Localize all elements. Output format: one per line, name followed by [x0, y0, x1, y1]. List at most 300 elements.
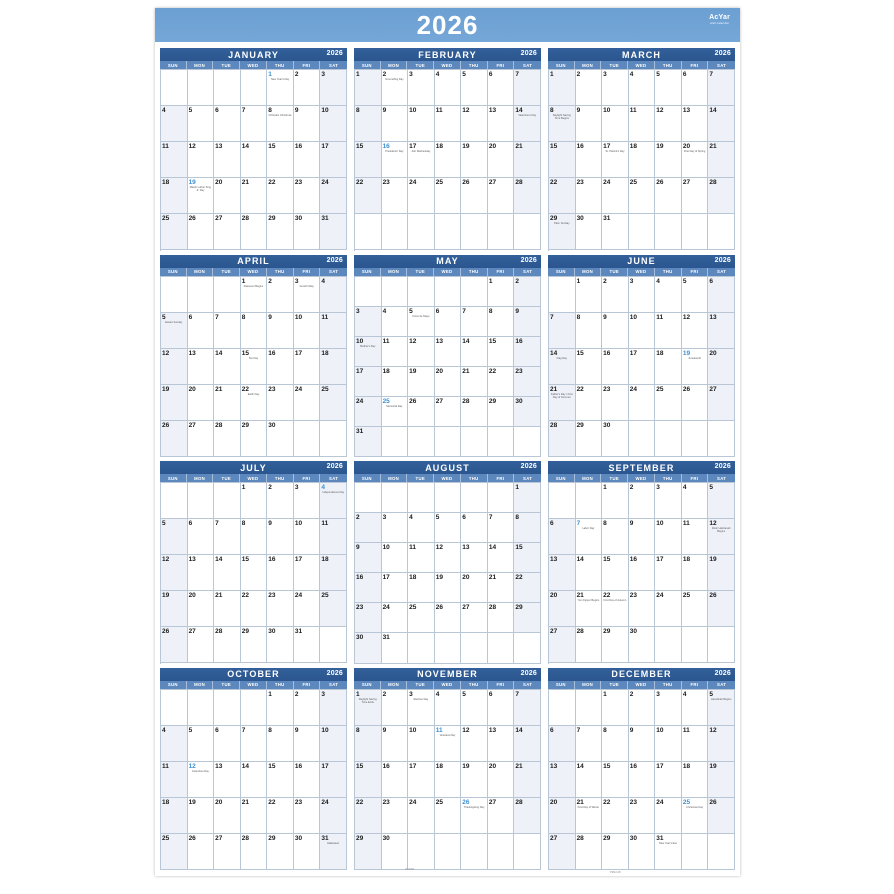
day-cell[interactable]: [161, 834, 188, 870]
day-cell[interactable]: [241, 591, 268, 627]
day-cell[interactable]: [408, 106, 435, 142]
day-cell[interactable]: [241, 483, 268, 519]
day-cell[interactable]: [682, 690, 709, 726]
day-cell[interactable]: [188, 591, 215, 627]
day-cell[interactable]: [382, 307, 409, 337]
day-cell[interactable]: [214, 798, 241, 834]
day-cell[interactable]: [655, 591, 682, 627]
day-cell[interactable]: [576, 762, 603, 798]
day-cell[interactable]: [214, 349, 241, 385]
day-cell[interactable]: [576, 313, 603, 349]
day-cell[interactable]: [602, 313, 629, 349]
day-cell[interactable]: [682, 762, 709, 798]
day-cell[interactable]: [294, 385, 321, 421]
day-cell[interactable]: [602, 519, 629, 555]
day-cell[interactable]: [214, 106, 241, 142]
day-cell[interactable]: [267, 385, 294, 421]
day-cell[interactable]: [708, 726, 735, 762]
day-cell[interactable]: [629, 313, 656, 349]
day-cell[interactable]: [267, 627, 294, 663]
day-cell[interactable]: [514, 106, 541, 142]
day-cell[interactable]: [355, 427, 382, 457]
day-cell[interactable]: [488, 367, 515, 397]
day-cell[interactable]: [435, 178, 462, 214]
day-cell[interactable]: [549, 762, 576, 798]
day-cell[interactable]: [708, 483, 735, 519]
day-cell[interactable]: [488, 277, 515, 307]
day-cell[interactable]: [161, 519, 188, 555]
day-cell[interactable]: [629, 483, 656, 519]
day-cell[interactable]: [461, 367, 488, 397]
day-cell[interactable]: [188, 726, 215, 762]
day-cell[interactable]: [161, 555, 188, 591]
day-cell[interactable]: [514, 397, 541, 427]
day-cell[interactable]: [514, 483, 541, 513]
day-cell[interactable]: [549, 627, 576, 663]
day-cell[interactable]: [435, 573, 462, 603]
day-cell[interactable]: [629, 349, 656, 385]
day-cell[interactable]: [188, 349, 215, 385]
day-cell[interactable]: [408, 543, 435, 573]
day-cell[interactable]: [629, 591, 656, 627]
day-cell[interactable]: [461, 762, 488, 798]
day-cell[interactable]: [682, 106, 709, 142]
day-cell[interactable]: [514, 798, 541, 834]
day-cell[interactable]: [488, 690, 515, 726]
day-cell[interactable]: [214, 834, 241, 870]
day-cell[interactable]: [267, 555, 294, 591]
day-cell[interactable]: [488, 762, 515, 798]
day-cell[interactable]: [682, 385, 709, 421]
day-cell[interactable]: [576, 555, 603, 591]
day-cell[interactable]: [576, 70, 603, 106]
day-cell[interactable]: [549, 313, 576, 349]
day-cell[interactable]: [320, 690, 347, 726]
day-cell[interactable]: [355, 307, 382, 337]
day-cell[interactable]: [161, 726, 188, 762]
day-cell[interactable]: [461, 798, 488, 834]
day-cell[interactable]: [241, 627, 268, 663]
day-cell[interactable]: [708, 70, 735, 106]
day-cell[interactable]: [382, 337, 409, 367]
day-cell[interactable]: [188, 834, 215, 870]
day-cell[interactable]: [514, 70, 541, 106]
day-cell[interactable]: [241, 519, 268, 555]
day-cell[interactable]: [708, 106, 735, 142]
day-cell[interactable]: [629, 762, 656, 798]
day-cell[interactable]: [708, 519, 735, 555]
day-cell[interactable]: [355, 633, 382, 663]
day-cell[interactable]: [355, 397, 382, 427]
day-cell[interactable]: [514, 762, 541, 798]
day-cell[interactable]: [629, 834, 656, 870]
day-cell[interactable]: [408, 367, 435, 397]
day-cell[interactable]: [602, 106, 629, 142]
day-cell[interactable]: [629, 277, 656, 313]
day-cell[interactable]: [267, 726, 294, 762]
day-cell[interactable]: [488, 798, 515, 834]
day-cell[interactable]: [267, 349, 294, 385]
day-cell[interactable]: [267, 762, 294, 798]
day-cell[interactable]: [576, 591, 603, 627]
day-cell[interactable]: [382, 690, 409, 726]
day-cell[interactable]: [161, 214, 188, 250]
day-cell[interactable]: [576, 421, 603, 457]
day-cell[interactable]: [355, 337, 382, 367]
day-cell[interactable]: [267, 106, 294, 142]
day-cell[interactable]: [549, 834, 576, 870]
day-cell[interactable]: [602, 627, 629, 663]
day-cell[interactable]: [461, 106, 488, 142]
day-cell[interactable]: [576, 798, 603, 834]
day-cell[interactable]: [241, 385, 268, 421]
day-cell[interactable]: [241, 555, 268, 591]
day-cell[interactable]: [655, 277, 682, 313]
day-cell[interactable]: [382, 367, 409, 397]
day-cell[interactable]: [655, 519, 682, 555]
day-cell[interactable]: [161, 313, 188, 349]
day-cell[interactable]: [629, 798, 656, 834]
day-cell[interactable]: [629, 106, 656, 142]
day-cell[interactable]: [294, 214, 321, 250]
day-cell[interactable]: [408, 798, 435, 834]
day-cell[interactable]: [461, 603, 488, 633]
day-cell[interactable]: [188, 421, 215, 457]
day-cell[interactable]: [320, 762, 347, 798]
day-cell[interactable]: [629, 385, 656, 421]
day-cell[interactable]: [294, 726, 321, 762]
day-cell[interactable]: [214, 726, 241, 762]
day-cell[interactable]: [188, 555, 215, 591]
day-cell[interactable]: [214, 421, 241, 457]
day-cell[interactable]: [461, 142, 488, 178]
day-cell[interactable]: [576, 834, 603, 870]
day-cell[interactable]: [161, 421, 188, 457]
day-cell[interactable]: [602, 555, 629, 591]
day-cell[interactable]: [408, 337, 435, 367]
day-cell[interactable]: [214, 385, 241, 421]
day-cell[interactable]: [435, 513, 462, 543]
day-cell[interactable]: [602, 762, 629, 798]
day-cell[interactable]: [435, 106, 462, 142]
day-cell[interactable]: [682, 591, 709, 627]
day-cell[interactable]: [682, 178, 709, 214]
day-cell[interactable]: [408, 70, 435, 106]
day-cell[interactable]: [514, 307, 541, 337]
day-cell[interactable]: [602, 277, 629, 313]
day-cell[interactable]: [320, 483, 347, 519]
day-cell[interactable]: [708, 591, 735, 627]
day-cell[interactable]: [549, 178, 576, 214]
day-cell[interactable]: [576, 385, 603, 421]
day-cell[interactable]: [435, 690, 462, 726]
day-cell[interactable]: [549, 214, 576, 250]
day-cell[interactable]: [629, 142, 656, 178]
day-cell[interactable]: [355, 513, 382, 543]
day-cell[interactable]: [267, 690, 294, 726]
day-cell[interactable]: [241, 214, 268, 250]
day-cell[interactable]: [355, 70, 382, 106]
day-cell[interactable]: [294, 519, 321, 555]
day-cell[interactable]: [161, 798, 188, 834]
day-cell[interactable]: [161, 349, 188, 385]
day-cell[interactable]: [382, 633, 409, 663]
day-cell[interactable]: [602, 349, 629, 385]
day-cell[interactable]: [382, 543, 409, 573]
day-cell[interactable]: [267, 214, 294, 250]
day-cell[interactable]: [708, 142, 735, 178]
day-cell[interactable]: [549, 798, 576, 834]
day-cell[interactable]: [294, 591, 321, 627]
day-cell[interactable]: [708, 349, 735, 385]
day-cell[interactable]: [629, 690, 656, 726]
day-cell[interactable]: [320, 798, 347, 834]
day-cell[interactable]: [294, 142, 321, 178]
day-cell[interactable]: [294, 313, 321, 349]
day-cell[interactable]: [355, 543, 382, 573]
day-cell[interactable]: [355, 834, 382, 870]
day-cell[interactable]: [514, 367, 541, 397]
day-cell[interactable]: [549, 142, 576, 178]
day-cell[interactable]: [549, 591, 576, 627]
day-cell[interactable]: [382, 142, 409, 178]
day-cell[interactable]: [241, 142, 268, 178]
day-cell[interactable]: [435, 367, 462, 397]
day-cell[interactable]: [408, 397, 435, 427]
day-cell[interactable]: [355, 690, 382, 726]
day-cell[interactable]: [161, 142, 188, 178]
day-cell[interactable]: [267, 483, 294, 519]
day-cell[interactable]: [708, 178, 735, 214]
day-cell[interactable]: [602, 178, 629, 214]
day-cell[interactable]: [488, 603, 515, 633]
day-cell[interactable]: [461, 726, 488, 762]
day-cell[interactable]: [576, 349, 603, 385]
day-cell[interactable]: [514, 277, 541, 307]
day-cell[interactable]: [214, 313, 241, 349]
day-cell[interactable]: [629, 555, 656, 591]
day-cell[interactable]: [514, 337, 541, 367]
day-cell[interactable]: [461, 573, 488, 603]
day-cell[interactable]: [576, 106, 603, 142]
day-cell[interactable]: [435, 70, 462, 106]
day-cell[interactable]: [655, 313, 682, 349]
day-cell[interactable]: [408, 142, 435, 178]
day-cell[interactable]: [435, 762, 462, 798]
day-cell[interactable]: [214, 627, 241, 663]
day-cell[interactable]: [602, 421, 629, 457]
day-cell[interactable]: [382, 834, 409, 870]
day-cell[interactable]: [461, 397, 488, 427]
day-cell[interactable]: [320, 555, 347, 591]
day-cell[interactable]: [488, 397, 515, 427]
day-cell[interactable]: [708, 555, 735, 591]
day-cell[interactable]: [188, 214, 215, 250]
day-cell[interactable]: [320, 142, 347, 178]
day-cell[interactable]: [408, 726, 435, 762]
day-cell[interactable]: [576, 178, 603, 214]
day-cell[interactable]: [267, 70, 294, 106]
day-cell[interactable]: [267, 142, 294, 178]
day-cell[interactable]: [241, 726, 268, 762]
day-cell[interactable]: [355, 603, 382, 633]
day-cell[interactable]: [576, 277, 603, 313]
day-cell[interactable]: [629, 178, 656, 214]
day-cell[interactable]: [655, 349, 682, 385]
day-cell[interactable]: [682, 70, 709, 106]
day-cell[interactable]: [549, 106, 576, 142]
day-cell[interactable]: [514, 603, 541, 633]
day-cell[interactable]: [488, 106, 515, 142]
day-cell[interactable]: [294, 690, 321, 726]
day-cell[interactable]: [294, 277, 321, 313]
day-cell[interactable]: [214, 519, 241, 555]
day-cell[interactable]: [214, 762, 241, 798]
day-cell[interactable]: [488, 307, 515, 337]
day-cell[interactable]: [382, 70, 409, 106]
day-cell[interactable]: [161, 762, 188, 798]
day-cell[interactable]: [188, 627, 215, 663]
day-cell[interactable]: [629, 726, 656, 762]
day-cell[interactable]: [488, 142, 515, 178]
day-cell[interactable]: [267, 421, 294, 457]
day-cell[interactable]: [408, 307, 435, 337]
day-cell[interactable]: [188, 106, 215, 142]
day-cell[interactable]: [294, 349, 321, 385]
day-cell[interactable]: [408, 762, 435, 798]
day-cell[interactable]: [602, 483, 629, 519]
day-cell[interactable]: [461, 543, 488, 573]
day-cell[interactable]: [629, 70, 656, 106]
day-cell[interactable]: [708, 762, 735, 798]
day-cell[interactable]: [682, 798, 709, 834]
day-cell[interactable]: [267, 519, 294, 555]
day-cell[interactable]: [408, 573, 435, 603]
day-cell[interactable]: [435, 307, 462, 337]
day-cell[interactable]: [461, 307, 488, 337]
day-cell[interactable]: [294, 798, 321, 834]
day-cell[interactable]: [708, 690, 735, 726]
day-cell[interactable]: [435, 142, 462, 178]
day-cell[interactable]: [241, 313, 268, 349]
day-cell[interactable]: [161, 385, 188, 421]
day-cell[interactable]: [408, 178, 435, 214]
day-cell[interactable]: [382, 762, 409, 798]
day-cell[interactable]: [355, 106, 382, 142]
day-cell[interactable]: [382, 178, 409, 214]
day-cell[interactable]: [576, 519, 603, 555]
day-cell[interactable]: [267, 313, 294, 349]
day-cell[interactable]: [382, 513, 409, 543]
day-cell[interactable]: [294, 834, 321, 870]
day-cell[interactable]: [461, 337, 488, 367]
day-cell[interactable]: [161, 591, 188, 627]
day-cell[interactable]: [708, 313, 735, 349]
day-cell[interactable]: [188, 519, 215, 555]
day-cell[interactable]: [355, 726, 382, 762]
day-cell[interactable]: [514, 543, 541, 573]
day-cell[interactable]: [161, 106, 188, 142]
day-cell[interactable]: [214, 555, 241, 591]
day-cell[interactable]: [488, 573, 515, 603]
day-cell[interactable]: [267, 834, 294, 870]
day-cell[interactable]: [355, 798, 382, 834]
day-cell[interactable]: [514, 513, 541, 543]
day-cell[interactable]: [514, 178, 541, 214]
day-cell[interactable]: [655, 385, 682, 421]
day-cell[interactable]: [241, 762, 268, 798]
day-cell[interactable]: [435, 397, 462, 427]
day-cell[interactable]: [514, 690, 541, 726]
day-cell[interactable]: [514, 142, 541, 178]
day-cell[interactable]: [655, 70, 682, 106]
day-cell[interactable]: [655, 483, 682, 519]
day-cell[interactable]: [241, 349, 268, 385]
day-cell[interactable]: [655, 142, 682, 178]
day-cell[interactable]: [655, 726, 682, 762]
day-cell[interactable]: [320, 277, 347, 313]
day-cell[interactable]: [514, 726, 541, 762]
day-cell[interactable]: [655, 834, 682, 870]
day-cell[interactable]: [435, 798, 462, 834]
day-cell[interactable]: [461, 690, 488, 726]
day-cell[interactable]: [320, 726, 347, 762]
day-cell[interactable]: [188, 798, 215, 834]
day-cell[interactable]: [435, 603, 462, 633]
day-cell[interactable]: [576, 142, 603, 178]
day-cell[interactable]: [708, 385, 735, 421]
day-cell[interactable]: [188, 142, 215, 178]
day-cell[interactable]: [682, 726, 709, 762]
day-cell[interactable]: [655, 106, 682, 142]
day-cell[interactable]: [241, 421, 268, 457]
day-cell[interactable]: [488, 337, 515, 367]
day-cell[interactable]: [241, 178, 268, 214]
day-cell[interactable]: [602, 798, 629, 834]
day-cell[interactable]: [320, 519, 347, 555]
day-cell[interactable]: [576, 627, 603, 663]
day-cell[interactable]: [682, 349, 709, 385]
day-cell[interactable]: [682, 519, 709, 555]
day-cell[interactable]: [241, 834, 268, 870]
day-cell[interactable]: [682, 313, 709, 349]
day-cell[interactable]: [461, 178, 488, 214]
day-cell[interactable]: [408, 690, 435, 726]
day-cell[interactable]: [576, 214, 603, 250]
day-cell[interactable]: [320, 214, 347, 250]
day-cell[interactable]: [629, 519, 656, 555]
day-cell[interactable]: [488, 513, 515, 543]
day-cell[interactable]: [602, 591, 629, 627]
day-cell[interactable]: [214, 142, 241, 178]
day-cell[interactable]: [161, 178, 188, 214]
day-cell[interactable]: [320, 385, 347, 421]
day-cell[interactable]: [355, 142, 382, 178]
day-cell[interactable]: [382, 573, 409, 603]
day-cell[interactable]: [355, 367, 382, 397]
day-cell[interactable]: [320, 70, 347, 106]
day-cell[interactable]: [241, 277, 268, 313]
day-cell[interactable]: [682, 483, 709, 519]
day-cell[interactable]: [708, 798, 735, 834]
day-cell[interactable]: [267, 178, 294, 214]
day-cell[interactable]: [549, 421, 576, 457]
day-cell[interactable]: [355, 178, 382, 214]
day-cell[interactable]: [382, 798, 409, 834]
day-cell[interactable]: [488, 543, 515, 573]
day-cell[interactable]: [214, 178, 241, 214]
day-cell[interactable]: [294, 762, 321, 798]
